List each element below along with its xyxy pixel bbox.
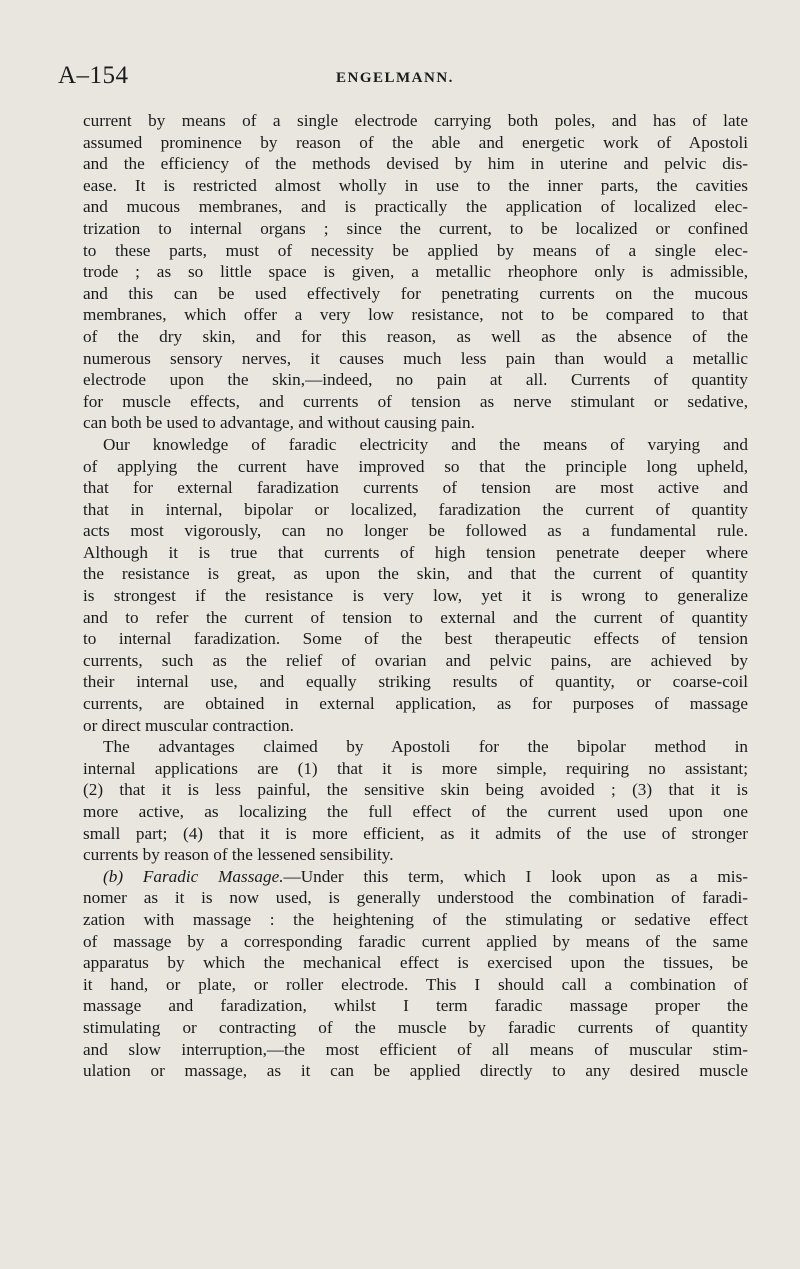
text-line: trode ; as so little space is given, a metallic rheophore only is admissible, [83,262,748,282]
text-line: to these parts, must of necessity be applied by means of a single elec- [83,240,748,260]
text-line: electrode upon the skin,—indeed, no pain at all. Currents of quantity [83,370,748,390]
text-line: for muscle effects, and currents of tension as nerve stimulant or sedative, [83,391,748,411]
text-line: membranes, which offer a very low resistance, not to be compared to that [83,305,748,325]
text-line: is strongest if the resistance is very low, yet it is wrong to generalize [83,586,748,606]
text-line: Although it is true that currents of high tension penetrate deeper where [83,542,748,562]
text-line: of the dry skin, and for this reason, as well as the absence of the [83,326,748,346]
text-line: apparatus by which the mechanical effect is exercised upon the tissues, be [83,953,748,973]
text-line [83,866,748,888]
text-line: numerous sensory nerves, it causes much less pain than would a metallic [83,348,748,368]
text-line: acts most vigorously, can no longer be followed as a fundamental rule. [83,521,748,541]
text-line: currents by reason of the lessened sensibility. [83,845,394,865]
text-line: nomer as it is now used, is generally understood the combination of faradi- [83,888,748,908]
text-line: The advantages claimed by Apostoli for the bipolar method in [103,737,748,757]
text-line: and mucous membranes, and is practically the application of localized elec- [83,197,748,217]
text-line: their internal use, and equally striking results of quantity, or coarse-coil [83,672,748,692]
text-line: more active, as localizing the full effect of the current used upon one [83,802,748,821]
text-line: ulation or massage, as it can be applied directly to any desired muscle [83,1061,748,1081]
text-line: stimulating or contracting of the muscle by faradic currents of quantity [83,1017,748,1037]
text-line: of applying the current have improved so that the principle long upheld, [83,456,748,476]
text-line: assumed prominence by reason of the able and energetic work of Apostoli [83,132,748,152]
running-head: ENGELMANN. [336,70,454,86]
section-heading-italic: (b) Faradic Massage. [103,866,284,886]
body-text [83,110,748,1082]
text-line: ease. It is restricted almost wholly in use to the inner parts, the cavities [83,175,748,195]
text-line: currents, such as the relief of ovarian and pelvic pains, are achieved by [83,650,748,670]
text-line: and this can be used effectively for penetrating currents on the mucous [83,283,748,303]
text-line: it hand, or plate, or roller electrode. This I should call a combination of [83,974,748,994]
text-line: small part; (4) that it is more efficient, as it admits of the use of stronger [83,823,748,843]
text-line: trization to internal organs ; since the current, to be localized or confined [83,218,748,238]
text-line: and the efficiency of the methods devised by him in uterine and pelvic dis- [83,154,748,174]
text-line: zation with massage : the heightening of the stimulating or sedative effect [83,909,748,929]
text-line: massage and faradization, whilst I term faradic massage proper the [83,996,748,1016]
text-line: and slow interruption,—the most efficient of all means of muscular stim- [83,1039,748,1059]
text-line: internal applications are (1) that it is more simple, requiring no assistant; [83,758,748,778]
text-line: current by means of a single electrode carrying both poles, and has of late [83,111,748,130]
text-line: that in internal, bipolar or localized, faradization the current of quantity [83,499,748,519]
text-line: that for external faradization currents of tension are most active and [83,478,748,498]
text-line: or direct muscular contraction. [83,715,294,735]
text-line: and to refer the current of tension to external and the current of quantity [83,607,748,627]
text-line: can both be used to advantage, and without causing pain. [83,413,475,433]
text-line: the resistance is great, as upon the skin, and that the current of quantity [83,564,748,584]
line-text: —Under this term, which I look upon as a mis- [283,866,748,886]
text-line: of massage by a corresponding faradic current applied by means of the same [83,931,748,951]
text-line: to internal faradization. Some of the best therapeutic effects of tension [83,629,748,649]
text-line: currents, are obtained in external application, as for purposes of massage [83,694,748,714]
page-folio: A–154 [58,62,129,89]
text-line: (2) that it is less painful, the sensitive skin being avoided ; (3) that it is [83,780,748,800]
text-line: Our knowledge of faradic electricity and the means of varying and [103,434,748,454]
